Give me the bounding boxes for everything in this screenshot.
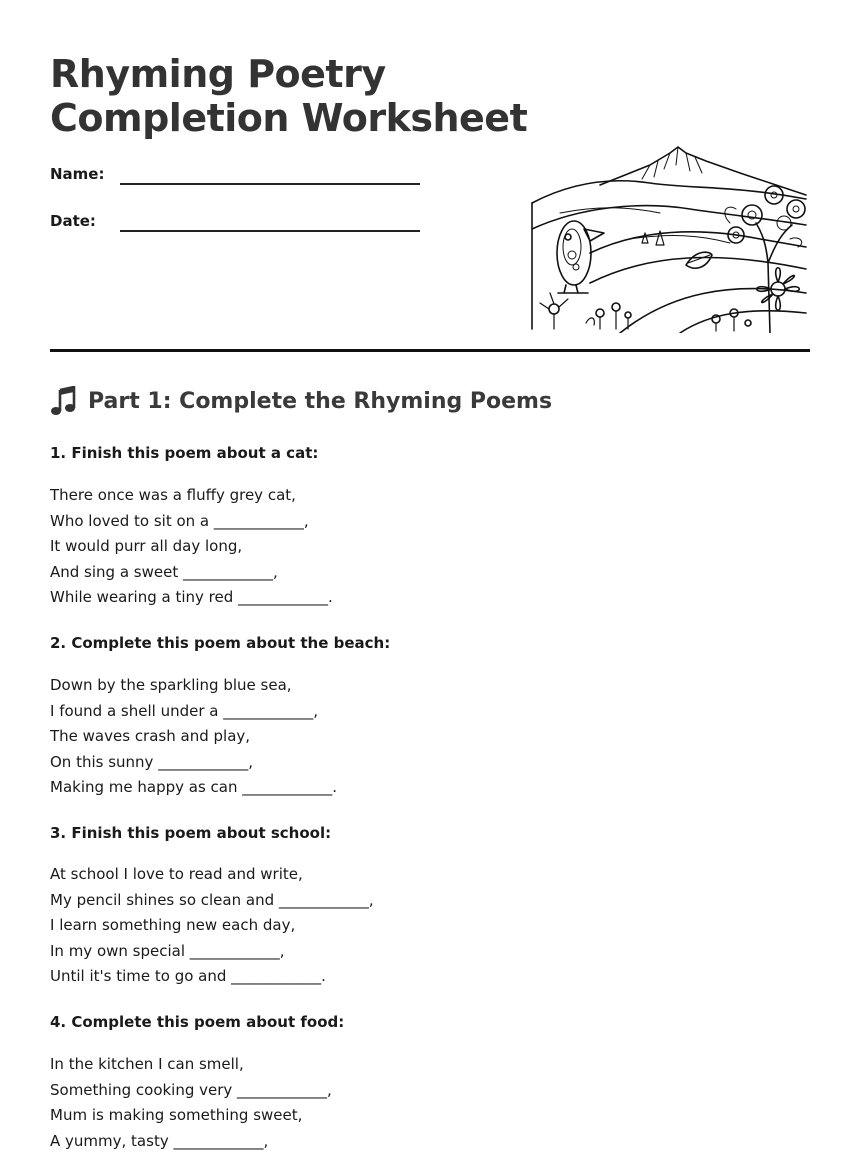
date-blank-line[interactable] (120, 230, 420, 232)
poem-line: In the kitchen I can smell, (50, 1055, 244, 1073)
name-label: Name: (50, 165, 105, 183)
poem-line: Down by the sparkling blue sea, (50, 676, 292, 694)
poem-line: There once was a fluffy grey cat, (50, 486, 296, 504)
poem-line[interactable]: Until it's time to go and ____________. (50, 967, 326, 985)
landscape-illustration (530, 143, 810, 333)
question-4-title: 4. Complete this poem about food: (50, 1013, 345, 1031)
question-1-poem (50, 483, 333, 611)
poem-line: Mum is making something sweet, (50, 1106, 303, 1124)
poem-line: It would purr all day long, (50, 537, 243, 555)
poem-line: The waves crash and play, (50, 727, 251, 745)
question-1-title: 1. Finish this poem about a cat: (50, 444, 319, 462)
poem-line[interactable]: My pencil shines so clean and ____________, (50, 890, 374, 909)
date-label: Date: (50, 212, 96, 230)
question-2-title: 2. Complete this poem about the beach: (50, 634, 391, 652)
music-note-icon (50, 386, 78, 416)
poem-line[interactable]: I found a shell under a ____________, (50, 701, 318, 720)
question-3-title: 3. Finish this poem about school: (50, 824, 332, 842)
part1-heading (50, 386, 552, 416)
poem-line[interactable]: On this sunny ____________, (50, 752, 253, 771)
poem-line: I learn something new each day, (50, 916, 296, 934)
poem-line[interactable]: Making me happy as can ____________. (50, 778, 338, 796)
question-3-poem (50, 862, 374, 990)
poem-line[interactable]: And sing a sweet ____________, (50, 562, 278, 581)
header-divider (50, 349, 810, 352)
poem-line: At school I love to read and write, (50, 865, 303, 883)
poem-line[interactable]: While wearing a tiny red ____________. (50, 588, 333, 606)
poem-line[interactable]: A yummy, tasty ____________, (50, 1131, 269, 1150)
title-line-2: Completion Worksheet (50, 96, 528, 140)
poem-line[interactable]: In my own special ____________, (50, 941, 285, 960)
worksheet-title (50, 52, 530, 140)
poem-line[interactable]: Something cooking very ____________, (50, 1080, 332, 1099)
name-blank-line[interactable] (120, 183, 420, 185)
title-line-1: Rhyming Poetry (50, 52, 386, 96)
part1-heading-text: Part 1: Complete the Rhyming Poems (88, 388, 553, 414)
poem-line[interactable]: Who loved to sit on a ____________, (50, 511, 309, 530)
question-4-poem (50, 1052, 332, 1154)
question-2-poem (50, 673, 337, 801)
